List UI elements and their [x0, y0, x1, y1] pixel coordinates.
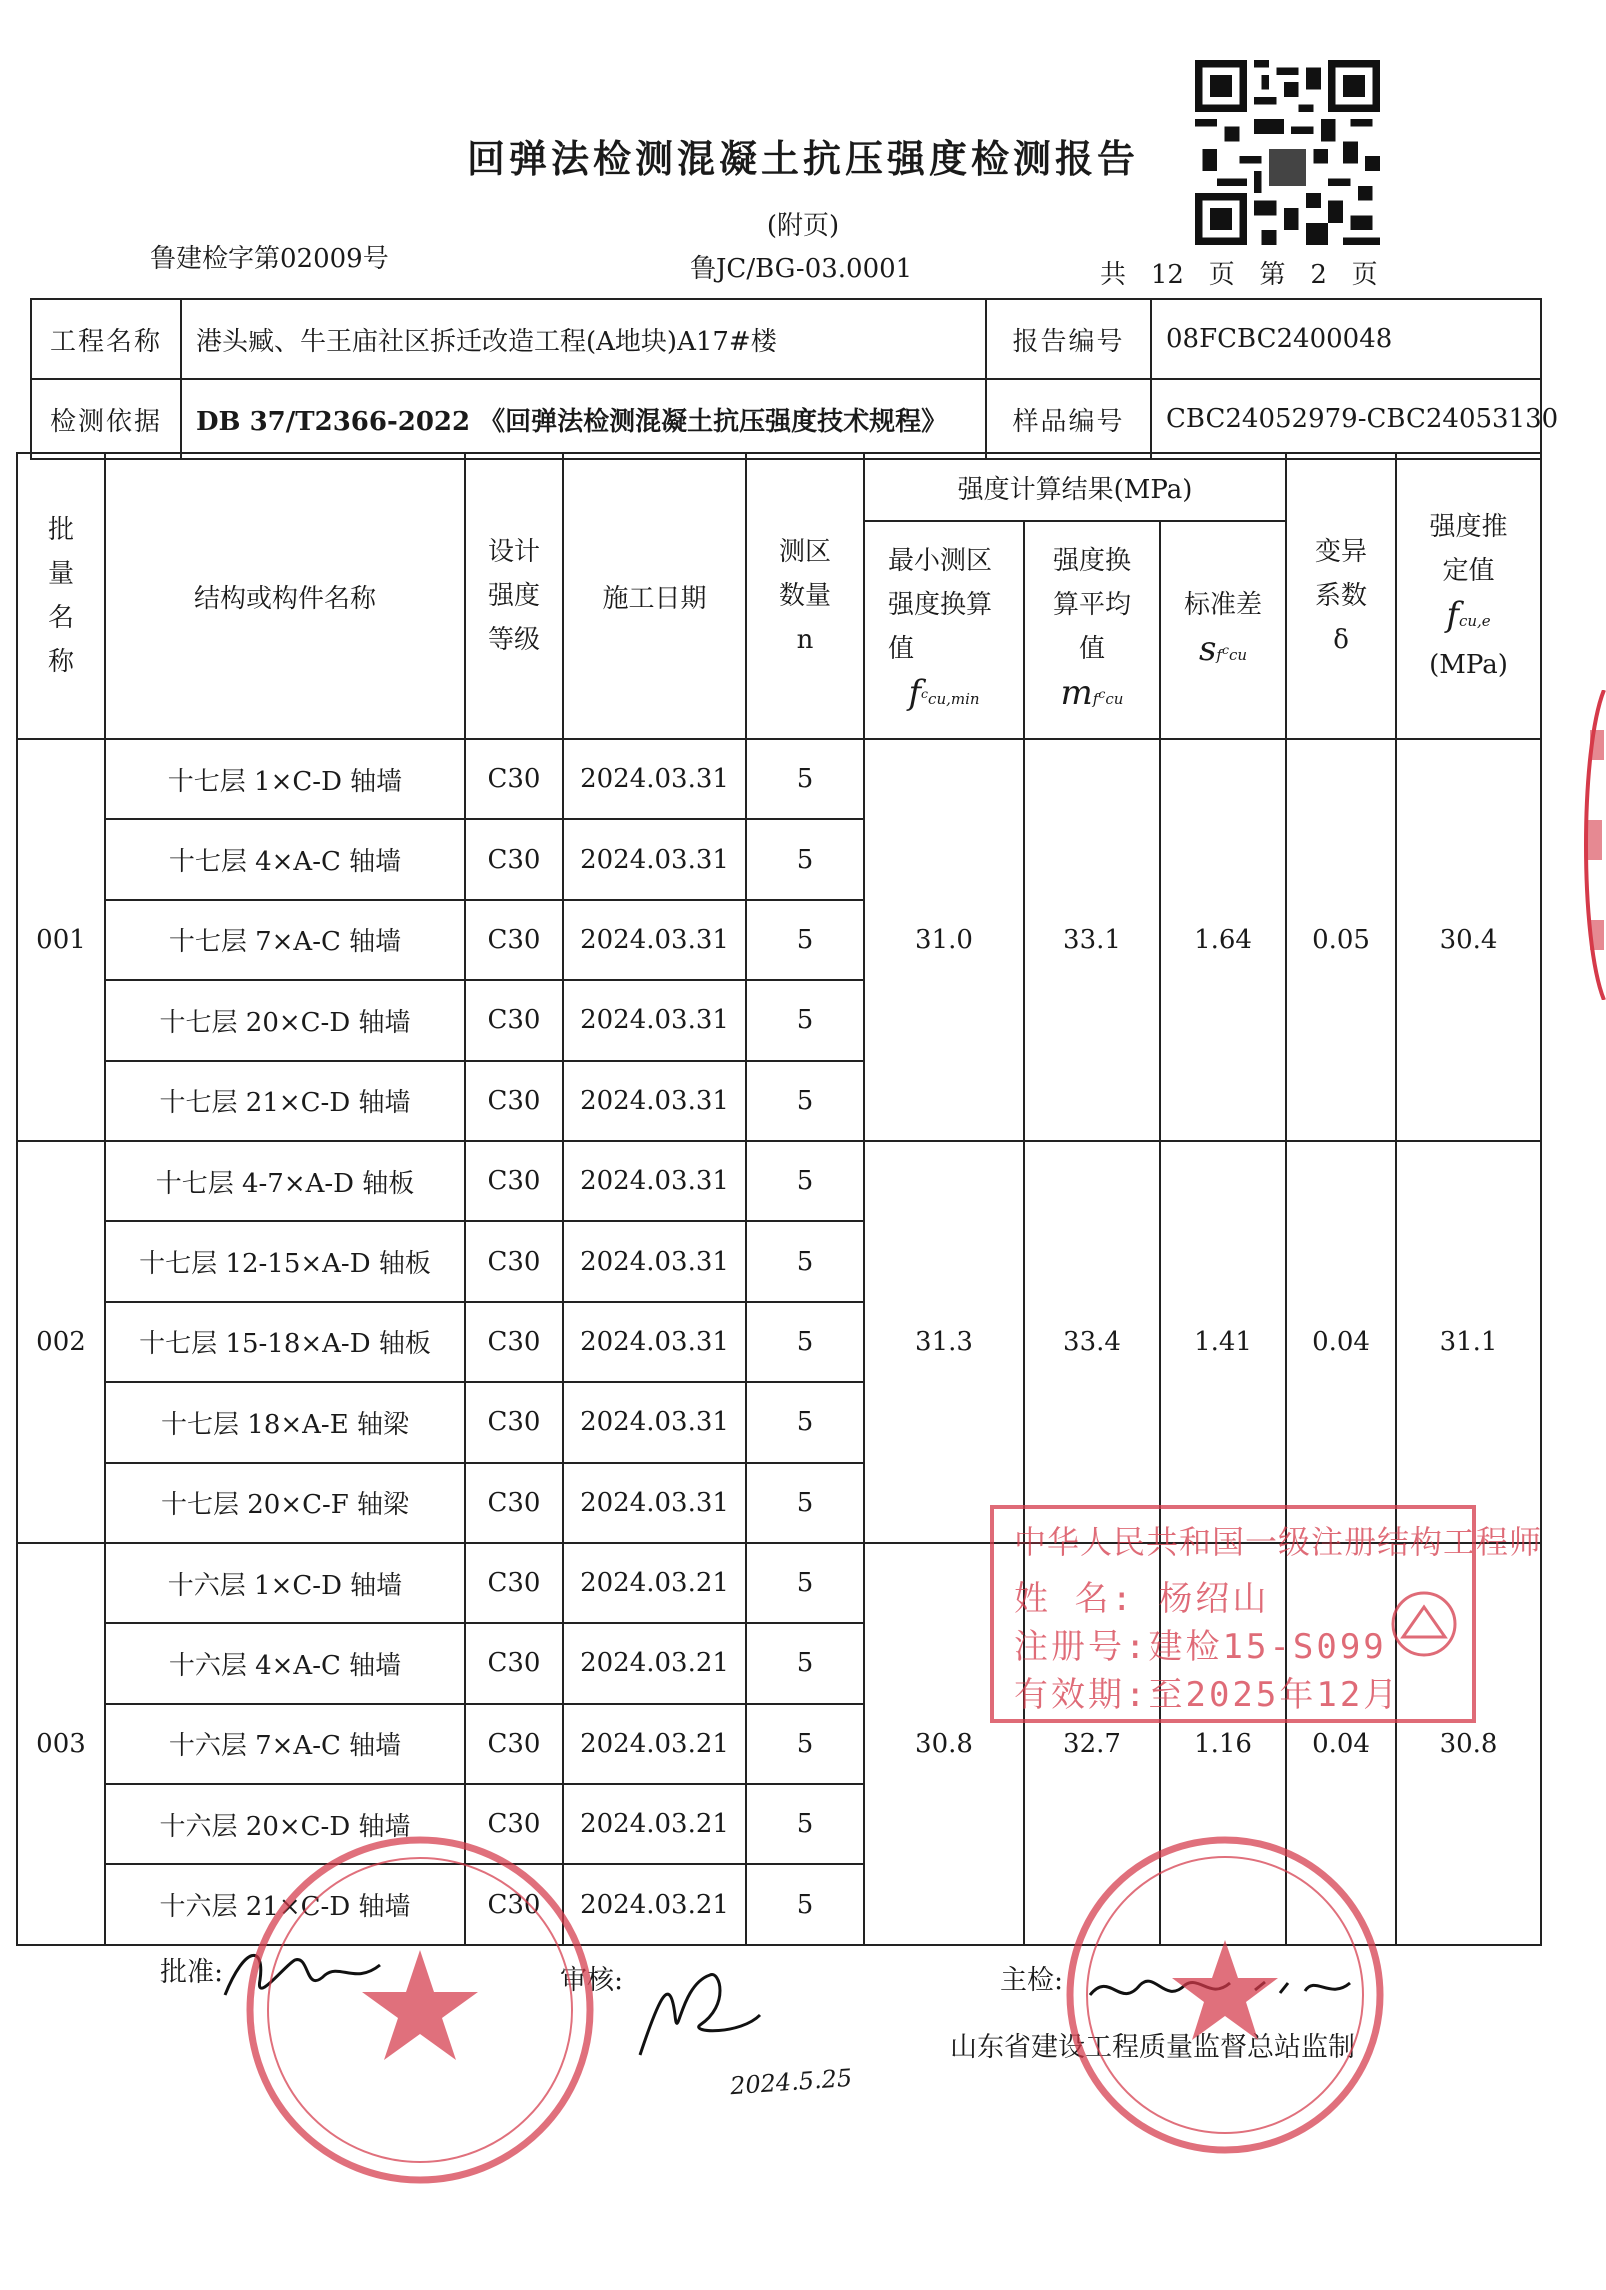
review-signature	[620, 1955, 770, 2075]
min-strength-cell: 31.0	[864, 739, 1024, 1141]
col-group-header: 强度计算结果(MPa)	[864, 453, 1286, 521]
grade-cell: C30	[465, 980, 563, 1060]
col-est-header: 强度推定值 fcu,e (MPa)	[1396, 453, 1541, 739]
std-dev-cell: 1.64	[1160, 739, 1286, 1141]
grade-cell: C30	[465, 1864, 563, 1944]
member-name-cell: 十六层 1×C-D 轴墙	[105, 1543, 465, 1623]
grade-cell: C30	[465, 1704, 563, 1784]
date-cell: 2024.03.21	[563, 1704, 746, 1784]
member-name-cell: 十六层 20×C-D 轴墙	[105, 1784, 465, 1864]
date-cell: 2024.03.31	[563, 1463, 746, 1543]
col-count-header: 测区数量n	[746, 453, 864, 739]
qr-code	[1195, 60, 1380, 245]
member-name-cell: 十七层 15-18×A-D 轴板	[105, 1302, 465, 1382]
table-row	[17, 739, 1541, 819]
batch-id-cell: 002	[17, 1141, 105, 1543]
estimated-strength-cell: 30.8	[1396, 1543, 1541, 1945]
edge-seal-fragment	[1570, 690, 1606, 1000]
date-cell: 2024.03.21	[563, 1543, 746, 1623]
date-cell: 2024.03.21	[563, 1784, 746, 1864]
grade-cell: C30	[465, 1623, 563, 1703]
engineer-registration-stamp: 中华人民共和国一级注册结构工程师 姓 名: 杨绍山 注册号:建检15-S099 有效期:至2025年12月	[990, 1505, 1476, 1723]
count-cell: 5	[746, 900, 864, 980]
grade-cell: C30	[465, 1141, 563, 1221]
member-name-cell: 十七层 20×C-D 轴墙	[105, 980, 465, 1060]
cv-cell: 0.05	[1286, 739, 1396, 1141]
grade-cell: C30	[465, 1382, 563, 1462]
table-row	[17, 1141, 1541, 1221]
engineer-emblem	[1389, 1589, 1459, 1659]
min-strength-cell: 31.3	[864, 1141, 1024, 1543]
member-name-cell: 十七层 18×A-E 轴梁	[105, 1382, 465, 1462]
date-cell: 2024.03.31	[563, 1302, 746, 1382]
inspection-seal-left	[240, 1830, 600, 2190]
date-cell: 2024.03.31	[563, 1382, 746, 1462]
member-name-cell: 十七层 4-7×A-D 轴板	[105, 1141, 465, 1221]
cv-cell: 0.04	[1286, 1543, 1396, 1945]
grade-cell: C30	[465, 1302, 563, 1382]
grade-cell: C30	[465, 1543, 563, 1623]
count-cell: 5	[746, 1623, 864, 1703]
count-cell: 5	[746, 1463, 864, 1543]
form-code: 鲁JC/BG-03.0001	[690, 254, 913, 284]
project-value: 港头臧、牛王庙社区拆迁改造工程(A地块)A17#楼	[181, 299, 986, 379]
col-grade-header: 设计强度等级	[465, 453, 563, 739]
date-cell: 2024.03.21	[563, 1864, 746, 1944]
grade-cell: C30	[465, 819, 563, 899]
page-info: 共 12 页 第 2 页	[1100, 260, 1378, 290]
mean-symbol: $mf^ccu$	[1060, 673, 1124, 713]
min-symbol: $f^ccu,\min$	[908, 673, 980, 713]
mean-strength-cell: 33.4	[1024, 1141, 1160, 1543]
est-symbol: fcu,e	[1446, 595, 1491, 635]
batch-id-cell: 001	[17, 739, 105, 1141]
min-strength-cell: 30.8	[864, 1543, 1024, 1945]
count-cell: 5	[746, 1784, 864, 1864]
report-no-label: 报告编号	[986, 299, 1151, 379]
count-cell: 5	[746, 819, 864, 899]
project-label: 工程名称	[31, 299, 181, 379]
member-name-cell: 十七层 12-15×A-D 轴板	[105, 1221, 465, 1301]
header-info-table	[30, 298, 1559, 460]
member-name-cell: 十七层 4×A-C 轴墙	[105, 819, 465, 899]
grade-cell: C30	[465, 1463, 563, 1543]
grade-cell: C30	[465, 1061, 563, 1141]
lead-label: 主检:	[1000, 1965, 1064, 1996]
member-name-cell: 十七层 21×C-D 轴墙	[105, 1061, 465, 1141]
member-name-cell: 十七层 20×C-F 轴梁	[105, 1463, 465, 1543]
estimated-strength-cell: 30.4	[1396, 739, 1541, 1141]
date-cell: 2024.03.21	[563, 1623, 746, 1703]
count-cell: 5	[746, 1704, 864, 1784]
inspection-seal-right	[1060, 1830, 1390, 2160]
review-date: 2024.5.25	[729, 2063, 853, 2101]
col-batch-header: 批量名称	[17, 453, 105, 739]
col-mean-header: 强度换算平均值 $mf^ccu$	[1024, 521, 1160, 739]
std-dev-cell: 1.16	[1160, 1543, 1286, 1945]
mean-strength-cell: 32.7	[1024, 1543, 1160, 1945]
grade-cell: C30	[465, 1784, 563, 1864]
date-cell: 2024.03.31	[563, 1141, 746, 1221]
count-cell: 5	[746, 1382, 864, 1462]
member-name-cell: 十六层 7×A-C 轴墙	[105, 1704, 465, 1784]
supervisor-note: 山东省建设工程质量监督总站监制	[950, 2032, 1355, 2063]
grade-cell: C30	[465, 739, 563, 819]
count-cell: 5	[746, 1543, 864, 1623]
date-cell: 2024.03.31	[563, 739, 746, 819]
count-cell: 5	[746, 1061, 864, 1141]
sample-no-value: CBC24052979-CBC24053130	[1151, 379, 1541, 459]
review-label: 审核:	[560, 1965, 624, 1996]
date-cell: 2024.03.31	[563, 980, 746, 1060]
member-name-cell: 十六层 21×C-D 轴墙	[105, 1864, 465, 1944]
col-std-header: 标准差 $sf^ccu$	[1160, 521, 1286, 739]
basis-label: 检测依据	[31, 379, 181, 459]
report-no-value: 08FCBC2400048	[1151, 299, 1541, 379]
count-cell: 5	[746, 739, 864, 819]
cv-cell: 0.04	[1286, 1141, 1396, 1543]
grade-cell: C30	[465, 900, 563, 980]
date-cell: 2024.03.31	[563, 1061, 746, 1141]
count-cell: 5	[746, 1141, 864, 1221]
count-cell: 5	[746, 1864, 864, 1944]
col-cv-header: 变异系数δ	[1286, 453, 1396, 739]
batch-id-cell: 003	[17, 1543, 105, 1945]
std-symbol: $sf^ccu$	[1198, 629, 1248, 669]
col-member-header: 结构或构件名称	[105, 453, 465, 739]
estimated-strength-cell: 31.1	[1396, 1141, 1541, 1543]
basis-value: DB 37/T2366-2022 《回弹法检测混凝土抗压强度技术规程》	[181, 379, 986, 459]
report-title: 回弹法检测混凝土抗压强度检测报告	[466, 136, 1139, 181]
count-cell: 5	[746, 1302, 864, 1382]
count-cell: 5	[746, 1221, 864, 1301]
date-cell: 2024.03.31	[563, 819, 746, 899]
sample-no-label: 样品编号	[986, 379, 1151, 459]
std-dev-cell: 1.41	[1160, 1141, 1286, 1543]
report-subtitle: (附页)	[766, 211, 840, 241]
col-date-header: 施工日期	[563, 453, 746, 739]
date-cell: 2024.03.31	[563, 1221, 746, 1301]
mean-strength-cell: 33.1	[1024, 739, 1160, 1141]
approve-label: 批准:	[160, 1957, 224, 1988]
date-cell: 2024.03.31	[563, 900, 746, 980]
report-code: 鲁建检字第02009号	[150, 244, 389, 274]
col-min-header: 最小测区强度换算值 $f^ccu,\min$	[864, 521, 1024, 739]
grade-cell: C30	[465, 1221, 563, 1301]
member-name-cell: 十七层 7×A-C 轴墙	[105, 900, 465, 980]
count-cell: 5	[746, 980, 864, 1060]
member-name-cell: 十六层 4×A-C 轴墙	[105, 1623, 465, 1703]
member-name-cell: 十七层 1×C-D 轴墙	[105, 739, 465, 819]
